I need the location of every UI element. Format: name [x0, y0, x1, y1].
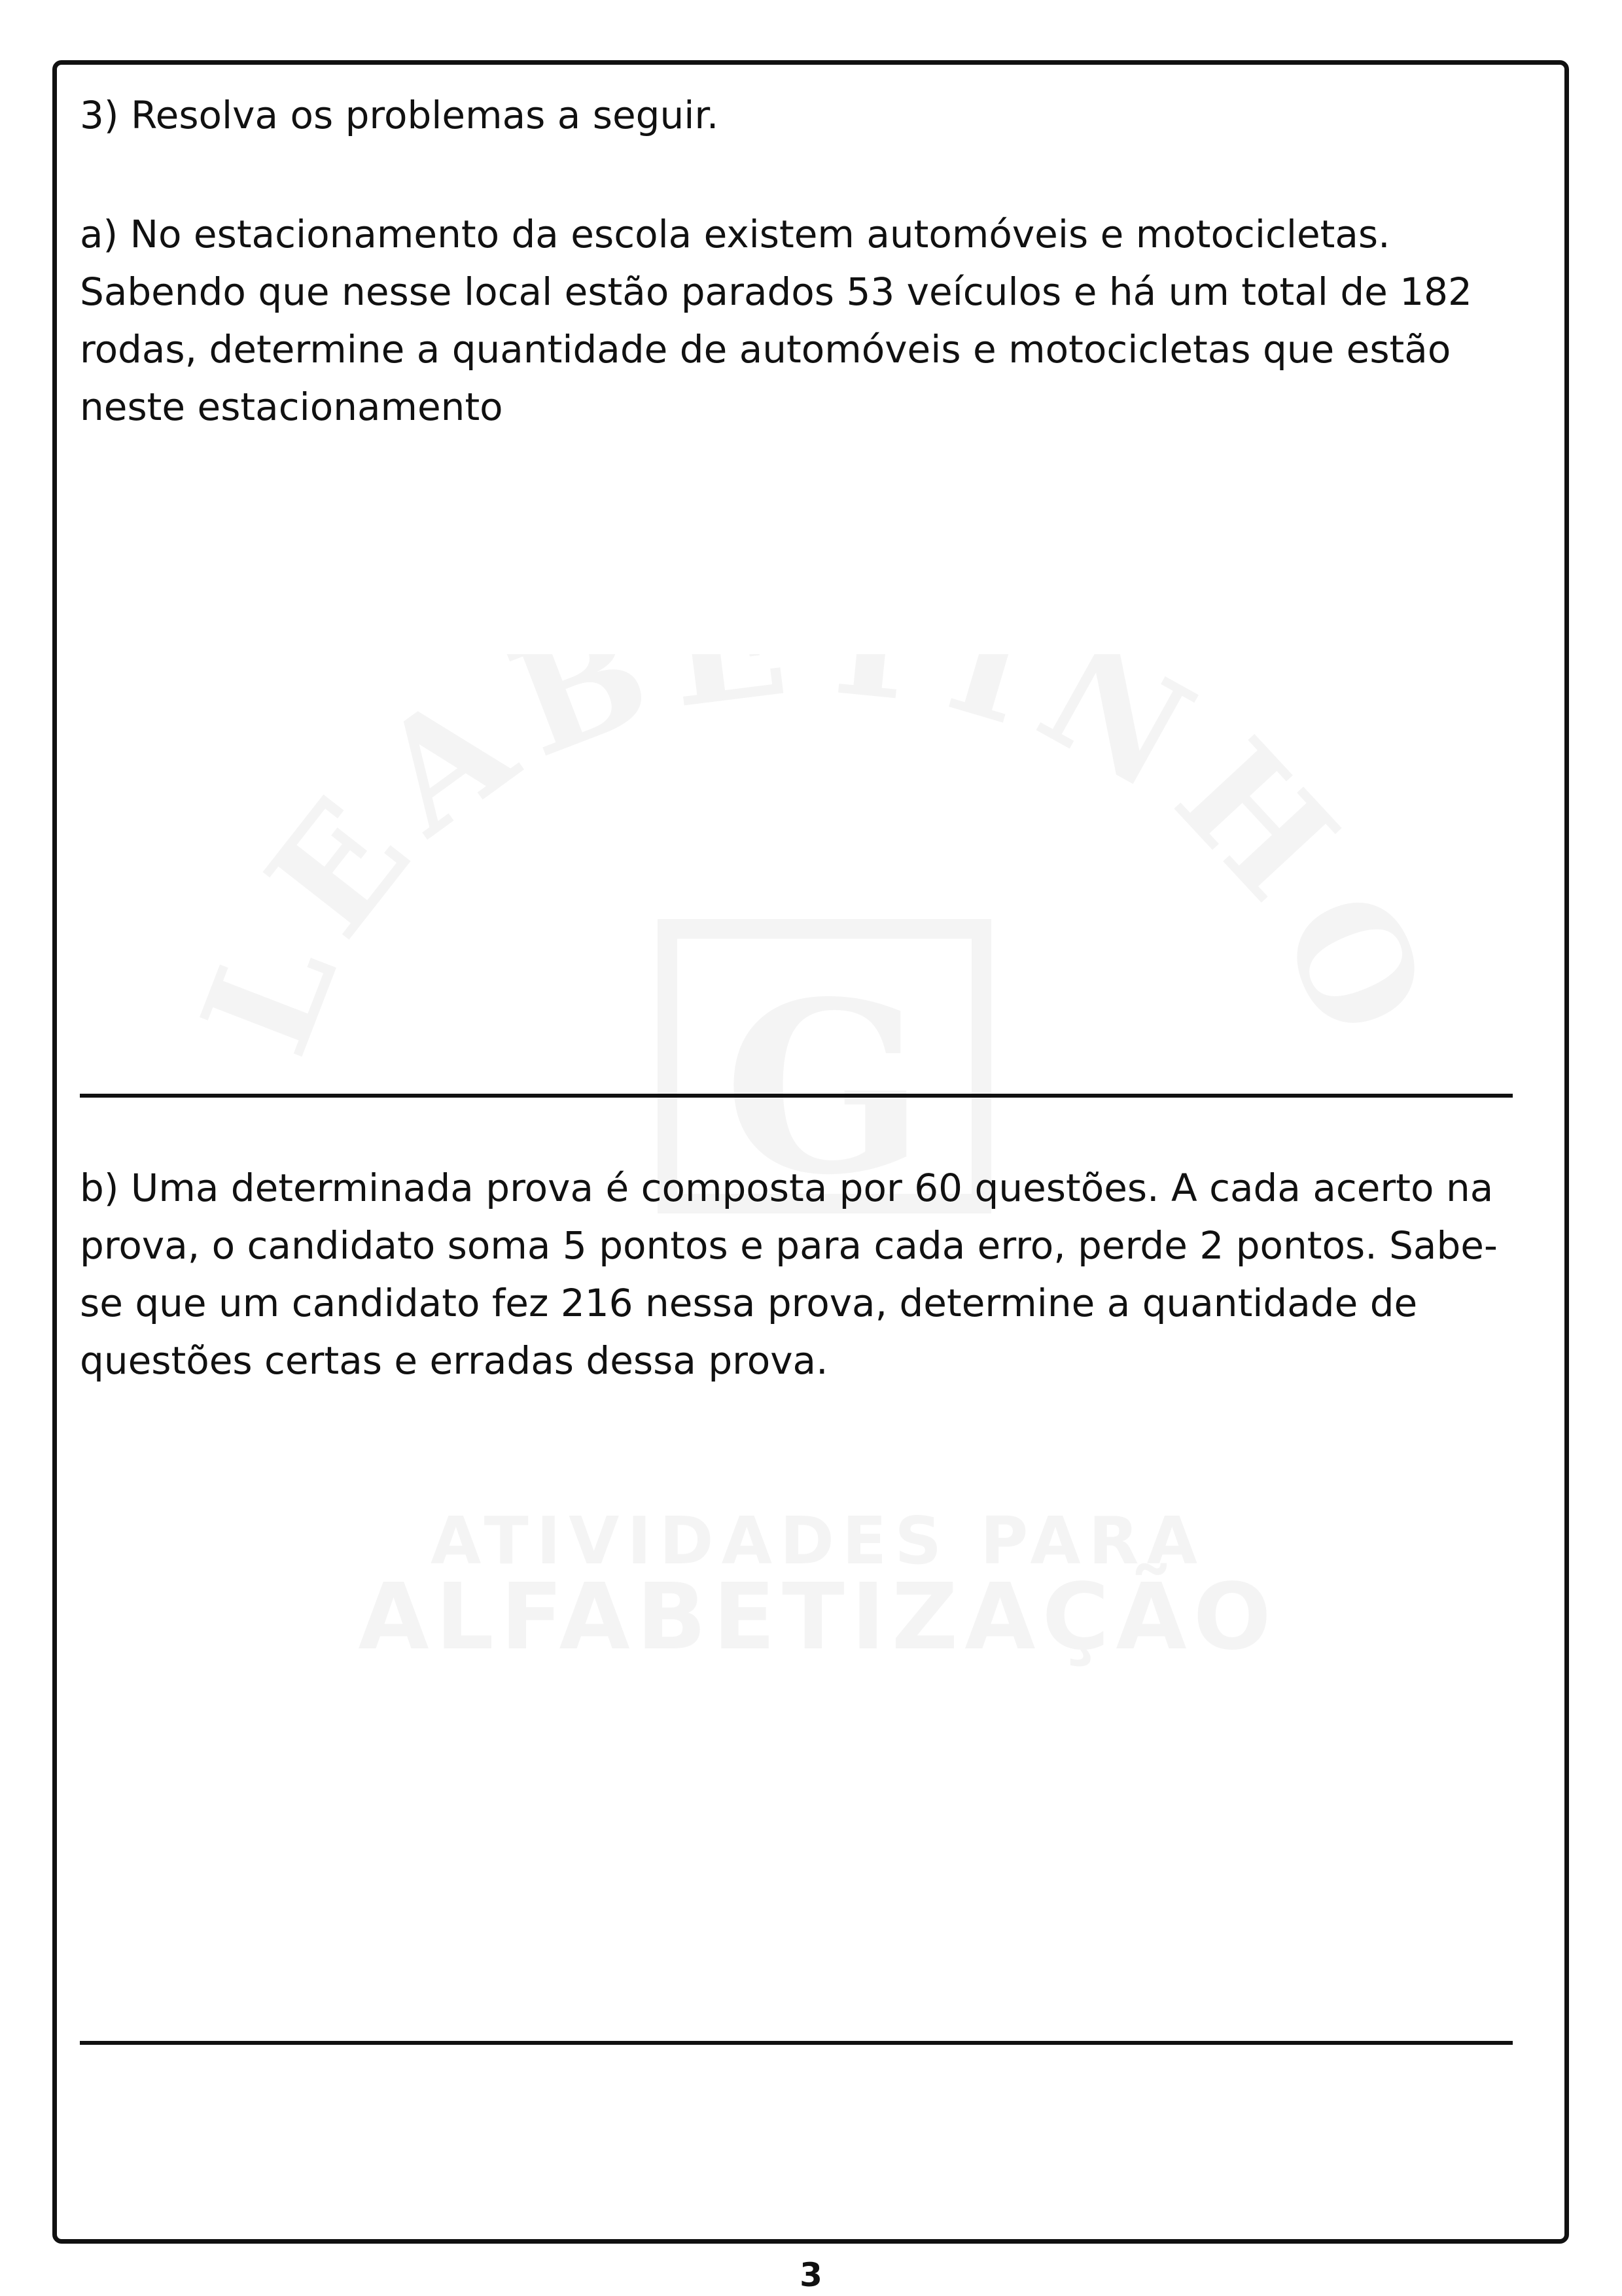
exercise-heading: 3) Resolva os problemas a seguir. — [80, 93, 719, 137]
answer-line-a — [80, 1094, 1513, 1098]
question-b: b) Uma determinada prova é composta por 60 questões. A cada acerto na prova, o candidato soma 5 pontos e para cada erro, perde 2 pontos. Sabe- se que um candidato fez 216 nessa prova, determine a quantidade de questões certas e erradas dessa prova. — [80, 1166, 1498, 1383]
answer-line-b — [80, 2041, 1513, 2045]
page-number: 3 — [800, 2256, 822, 2294]
question-a: a) No estacionamento da escola existem automóveis e motocicletas. Sabendo que nesse local estão parados 53 veículos e há um total de 182 rodas, determine a quantidade de automóveis e motocicletas que estão neste estacionamento — [80, 212, 1472, 429]
